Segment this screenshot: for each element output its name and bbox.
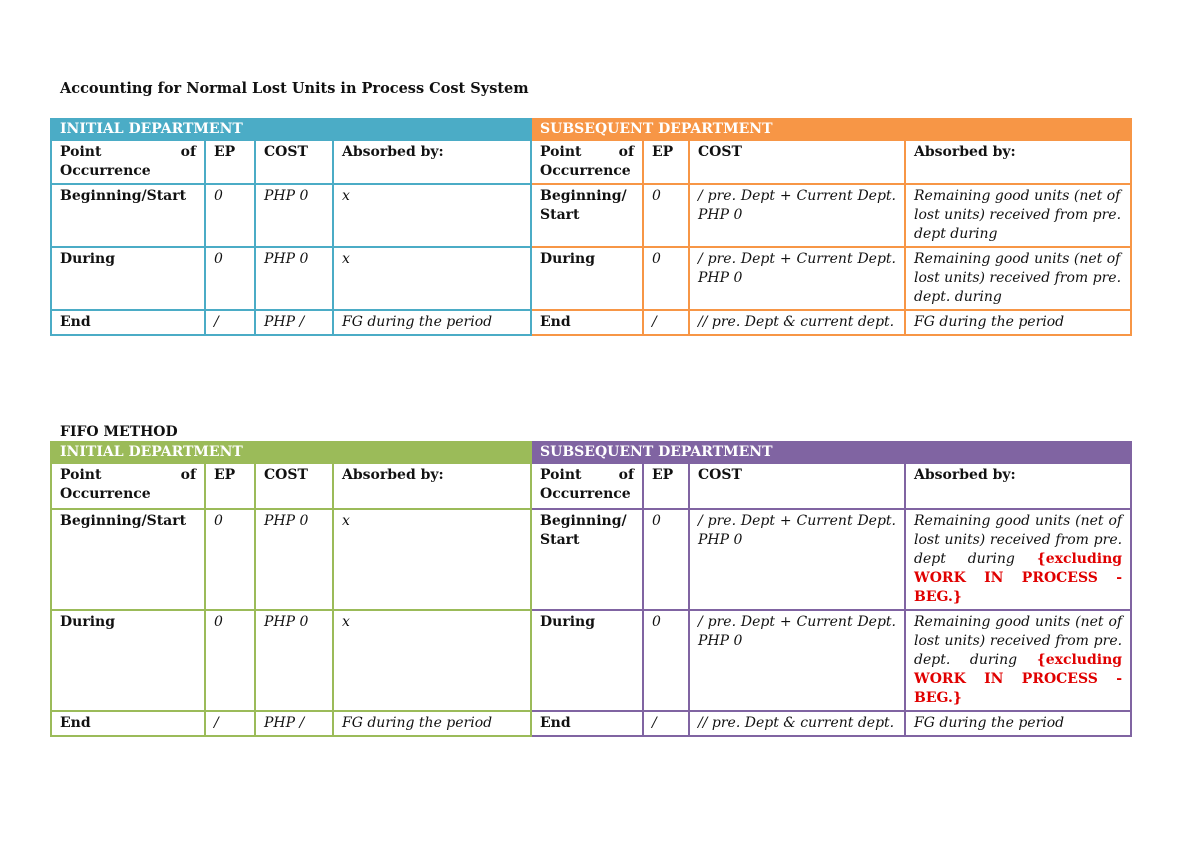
row-sub-absorbed: FG during the period — [905, 310, 1131, 335]
row-sub-point: During — [531, 247, 643, 310]
normal-lost-units-table — [50, 118, 1130, 336]
row-sub-cost: // pre. Dept & current dept. — [689, 711, 905, 736]
row-absorbed: FG during the period — [333, 711, 531, 736]
subsequent-department-header: SUBSEQUENT DEPARTMENT — [531, 442, 1131, 463]
col-absorbed-by: Absorbed by: — [333, 140, 531, 184]
col-cost-sub: COST — [689, 463, 905, 509]
row-sub-absorbed: Remaining good units (net of lost units) received from pre. dept. during — [905, 247, 1131, 310]
document-title: Accounting for Normal Lost Units in Process Cost System — [60, 80, 529, 97]
col-point-of-occurrence: Point of Occurrence — [51, 463, 205, 509]
row-cost: PHP / — [255, 310, 333, 335]
row-sub-ep: 0 — [643, 509, 689, 610]
row-cost: PHP 0 — [255, 184, 333, 247]
row-sub-absorbed: FG during the period — [905, 711, 1131, 736]
table-row — [51, 509, 1131, 610]
row-ep: 0 — [205, 184, 255, 247]
row-ep: 0 — [205, 247, 255, 310]
table-row — [51, 610, 1131, 711]
col-point-of-occurrence-sub: Point of Occurrence — [531, 140, 643, 184]
row-absorbed: x — [333, 184, 531, 247]
table-1 — [50, 118, 1132, 336]
row-cost: PHP / — [255, 711, 333, 736]
col-absorbed-by-sub: Absorbed by: — [905, 463, 1131, 509]
row-sub-ep: / — [643, 711, 689, 736]
row-ep: / — [205, 711, 255, 736]
col-absorbed-by-sub: Absorbed by: — [905, 140, 1131, 184]
row-cost: PHP 0 — [255, 610, 333, 711]
row-cost: PHP 0 — [255, 509, 333, 610]
table-row — [51, 711, 1131, 736]
row-sub-ep: 0 — [643, 247, 689, 310]
row-sub-cost: / pre. Dept + Current Dept. PHP 0 — [689, 509, 905, 610]
row-sub-cost: // pre. Dept & current dept. — [689, 310, 905, 335]
row-point: Beginning/Start — [51, 509, 205, 610]
col-cost: COST — [255, 140, 333, 184]
row-sub-point: During — [531, 610, 643, 711]
initial-department-header: INITIAL DEPARTMENT — [51, 119, 531, 140]
excluding-wip-note: {excluding WORK IN PROCESS - BEG.} — [914, 652, 1123, 706]
row-absorbed: FG during the period — [333, 310, 531, 335]
row-sub-point: End — [531, 310, 643, 335]
row-sub-ep: / — [643, 310, 689, 335]
table-row — [51, 184, 1131, 247]
fifo-method-heading: FIFO METHOD — [60, 424, 178, 440]
row-cost: PHP 0 — [255, 247, 333, 310]
row-ep: / — [205, 310, 255, 335]
row-point: Beginning/Start — [51, 184, 205, 247]
row-sub-cost: / pre. Dept + Current Dept. PHP 0 — [689, 610, 905, 711]
row-point: During — [51, 247, 205, 310]
row-sub-absorbed: Remaining good units (net of lost units) received from pre. dept. during {excluding WORK IN PROCESS - BEG.} — [905, 610, 1131, 711]
subsequent-department-header: SUBSEQUENT DEPARTMENT — [531, 119, 1131, 140]
row-point: During — [51, 610, 205, 711]
table-2 — [50, 441, 1132, 737]
row-sub-cost: / pre. Dept + Current Dept. PHP 0 — [689, 184, 905, 247]
row-sub-point: End — [531, 711, 643, 736]
row-absorbed: x — [333, 247, 531, 310]
col-cost: COST — [255, 463, 333, 509]
col-point-of-occurrence-sub: Point of Occurrence — [531, 463, 643, 509]
row-sub-ep: 0 — [643, 184, 689, 247]
row-sub-ep: 0 — [643, 610, 689, 711]
row-absorbed: x — [333, 509, 531, 610]
row-point: End — [51, 711, 205, 736]
col-absorbed-by: Absorbed by: — [333, 463, 531, 509]
row-point: End — [51, 310, 205, 335]
table-row — [51, 310, 1131, 335]
col-ep-sub: EP — [643, 463, 689, 509]
row-sub-point: Beginning/Start — [531, 184, 643, 247]
row-absorbed: x — [333, 610, 531, 711]
excluding-wip-note: {excluding WORK IN PROCESS - BEG.} — [914, 551, 1123, 605]
col-point-of-occurrence: Point of Occurrence — [51, 140, 205, 184]
row-sub-absorbed: Remaining good units (net of lost units) received from pre. dept during {excluding WORK IN PROCESS - BEG.} — [905, 509, 1131, 610]
row-ep: 0 — [205, 509, 255, 610]
col-cost-sub: COST — [689, 140, 905, 184]
row-ep: 0 — [205, 610, 255, 711]
row-sub-absorbed: Remaining good units (net of lost units) received from pre. dept during — [905, 184, 1131, 247]
col-ep-sub: EP — [643, 140, 689, 184]
col-ep: EP — [205, 140, 255, 184]
row-sub-point: Beginning/Start — [531, 509, 643, 610]
fifo-method-table — [50, 441, 1130, 737]
table-row — [51, 247, 1131, 310]
initial-department-header: INITIAL DEPARTMENT — [51, 442, 531, 463]
col-ep: EP — [205, 463, 255, 509]
row-sub-cost: / pre. Dept + Current Dept. PHP 0 — [689, 247, 905, 310]
